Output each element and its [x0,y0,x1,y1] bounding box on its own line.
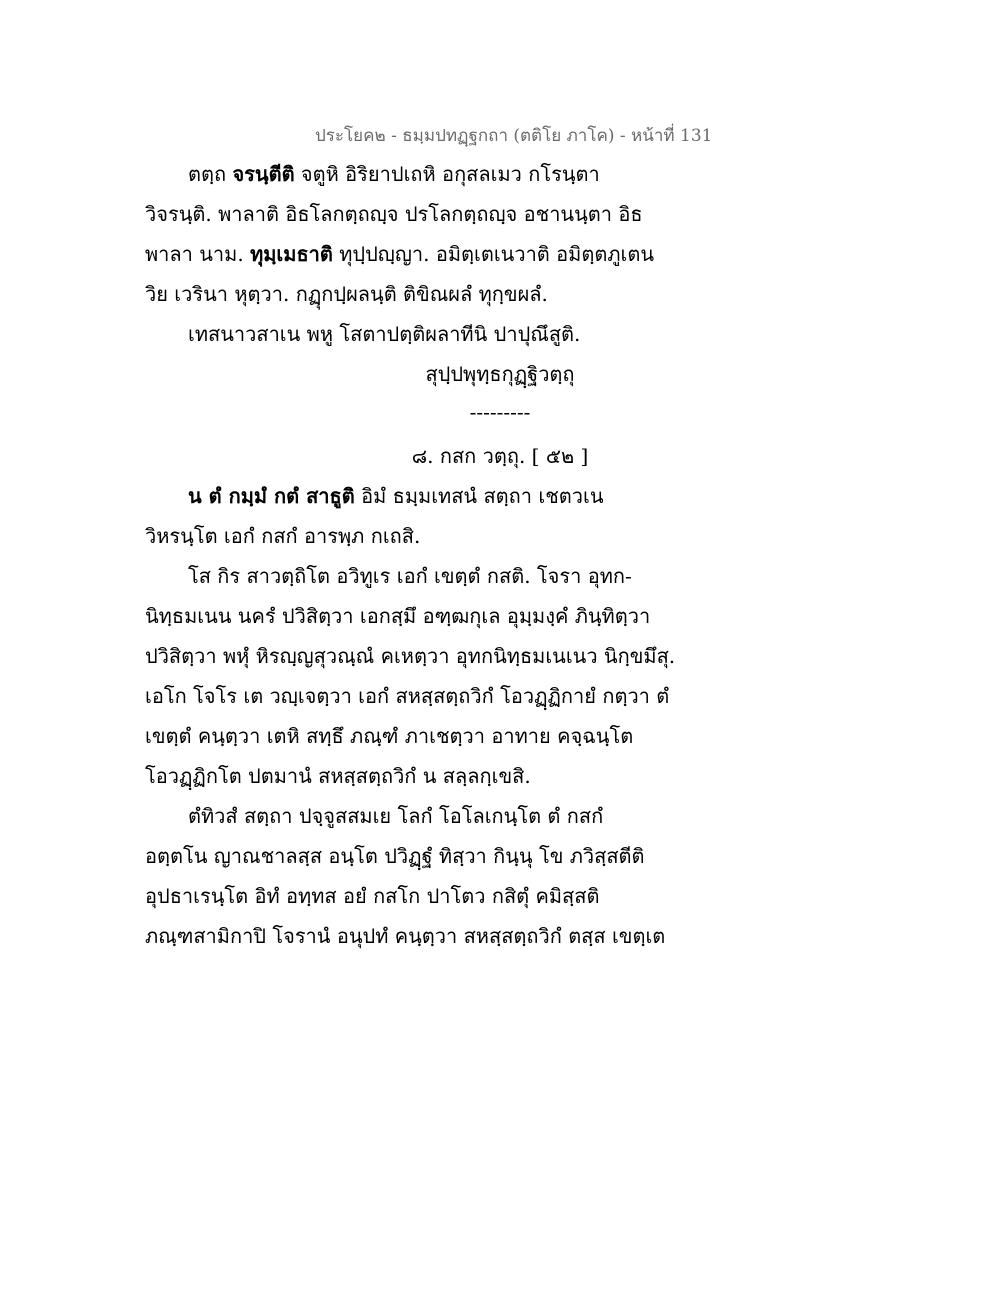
text-line: เอโก โจโร เต วญฺเจตฺวา เอกํ สหสฺสตฺถวิกํ โอวฏฺฏิกายํ กตฺวา ตํ [145,684,670,708]
separator: --------- [469,400,531,424]
story-end-title: สุปฺปพุทฺธกุฏฺฐิวตฺถุ [425,362,575,386]
bold-term: ทุมฺเมธาติ [250,242,333,266]
text-run: ตตฺถ [188,162,233,186]
text-line [188,482,908,510]
text-line: เทสนาวสาเน พหู โสตาปตฺติผลาทีนิ ปาปุณึสูติ. [188,322,581,346]
text-run: พาลา นาม. [145,242,251,266]
text-run: อิมํ ธมฺมเทสนํ สตฺถา เชตวเน [354,484,604,508]
text-run: จตูหิ อิริยาปเถหิ อกุสลเมว กโรนฺตา [294,162,600,186]
text-line: โอวฏฺฏิกโต ปตมานํ สหสฺสตฺถวิกํ น สลฺลกฺเขสิ. [145,764,531,788]
text-line: นิทฺธมเนน นครํ ปวิสิตฺวา เอกสฺมึ อฑฺฒกุเล อุมฺมงฺคํ ภินฺทิตฺวา [145,604,651,628]
text-line: โส กิร สาวตฺถิโต อวิทูเร เอกํ เขตฺตํ กสติ. โจรา อุทก- [188,564,632,588]
text-line: ปวิสิตฺวา พหุํ หิรญฺญสุวณฺณํ คเหตฺวา อุทกนิทฺธมเนเนว นิกฺขมึสุ. [145,644,676,668]
text-line: วิย เวรินา หุตฺวา. กฏุกปฺผลนฺติ ติขิณผลํ ทุกฺขผลํ. [145,282,548,306]
story-title: ๘. กสก วตฺถุ. [ ๕๒ ] [411,444,589,468]
text-line: ภณฺฑสามิกาปิ โจรานํ อนุปทํ คนฺตฺวา สหสฺสตฺถวิกํ ตสฺส เขตฺเต [145,924,666,948]
page-header: ประโยค๒ - ธมฺมปทฏฺฐกถา (ตติโย ภาโค) - หน้าที่ 131 [315,126,713,146]
text-line: เขตฺตํ คนฺตฺวา เตหิ สทฺธึ ภณฺฑํ ภาเชตฺวา อาทาย คจฺฉนฺโต [145,724,634,748]
text-line: ตํทิวสํ สตฺถา ปจฺจูสสมเย โลกํ โอโลเกนฺโต ตํ กสกํ [188,804,604,828]
bold-term: น ตํ กมฺมํ กตํ สาธูติ [188,484,355,508]
text-line [145,240,865,268]
text-run: ทุปฺปญฺญา. อมิตฺเตเนวาติ อมิตฺตภูเตน [332,242,655,266]
text-line [188,160,908,188]
bold-term: จรนฺตีติ [232,162,295,186]
text-line: วิหรนฺโต เอกํ กสกํ อารพฺภ กเถสิ. [145,524,421,548]
text-line: วิจรนฺติ. พาลาติ อิธโลกตฺถญฺจ ปรโลกตฺถญฺจ อชานนฺตา อิธ [145,202,643,226]
text-line: อตฺตโน ญาณชาลสฺส อนฺโต ปวิฏฺฐํ ทิสฺวา กินฺนุ โข ภวิสฺสตีติ [145,844,645,868]
text-line: อุปธาเรนฺโต อิทํ อทฺทส อยํ กสโก ปาโตว กสิตุํ คมิสฺสติ [145,884,600,908]
